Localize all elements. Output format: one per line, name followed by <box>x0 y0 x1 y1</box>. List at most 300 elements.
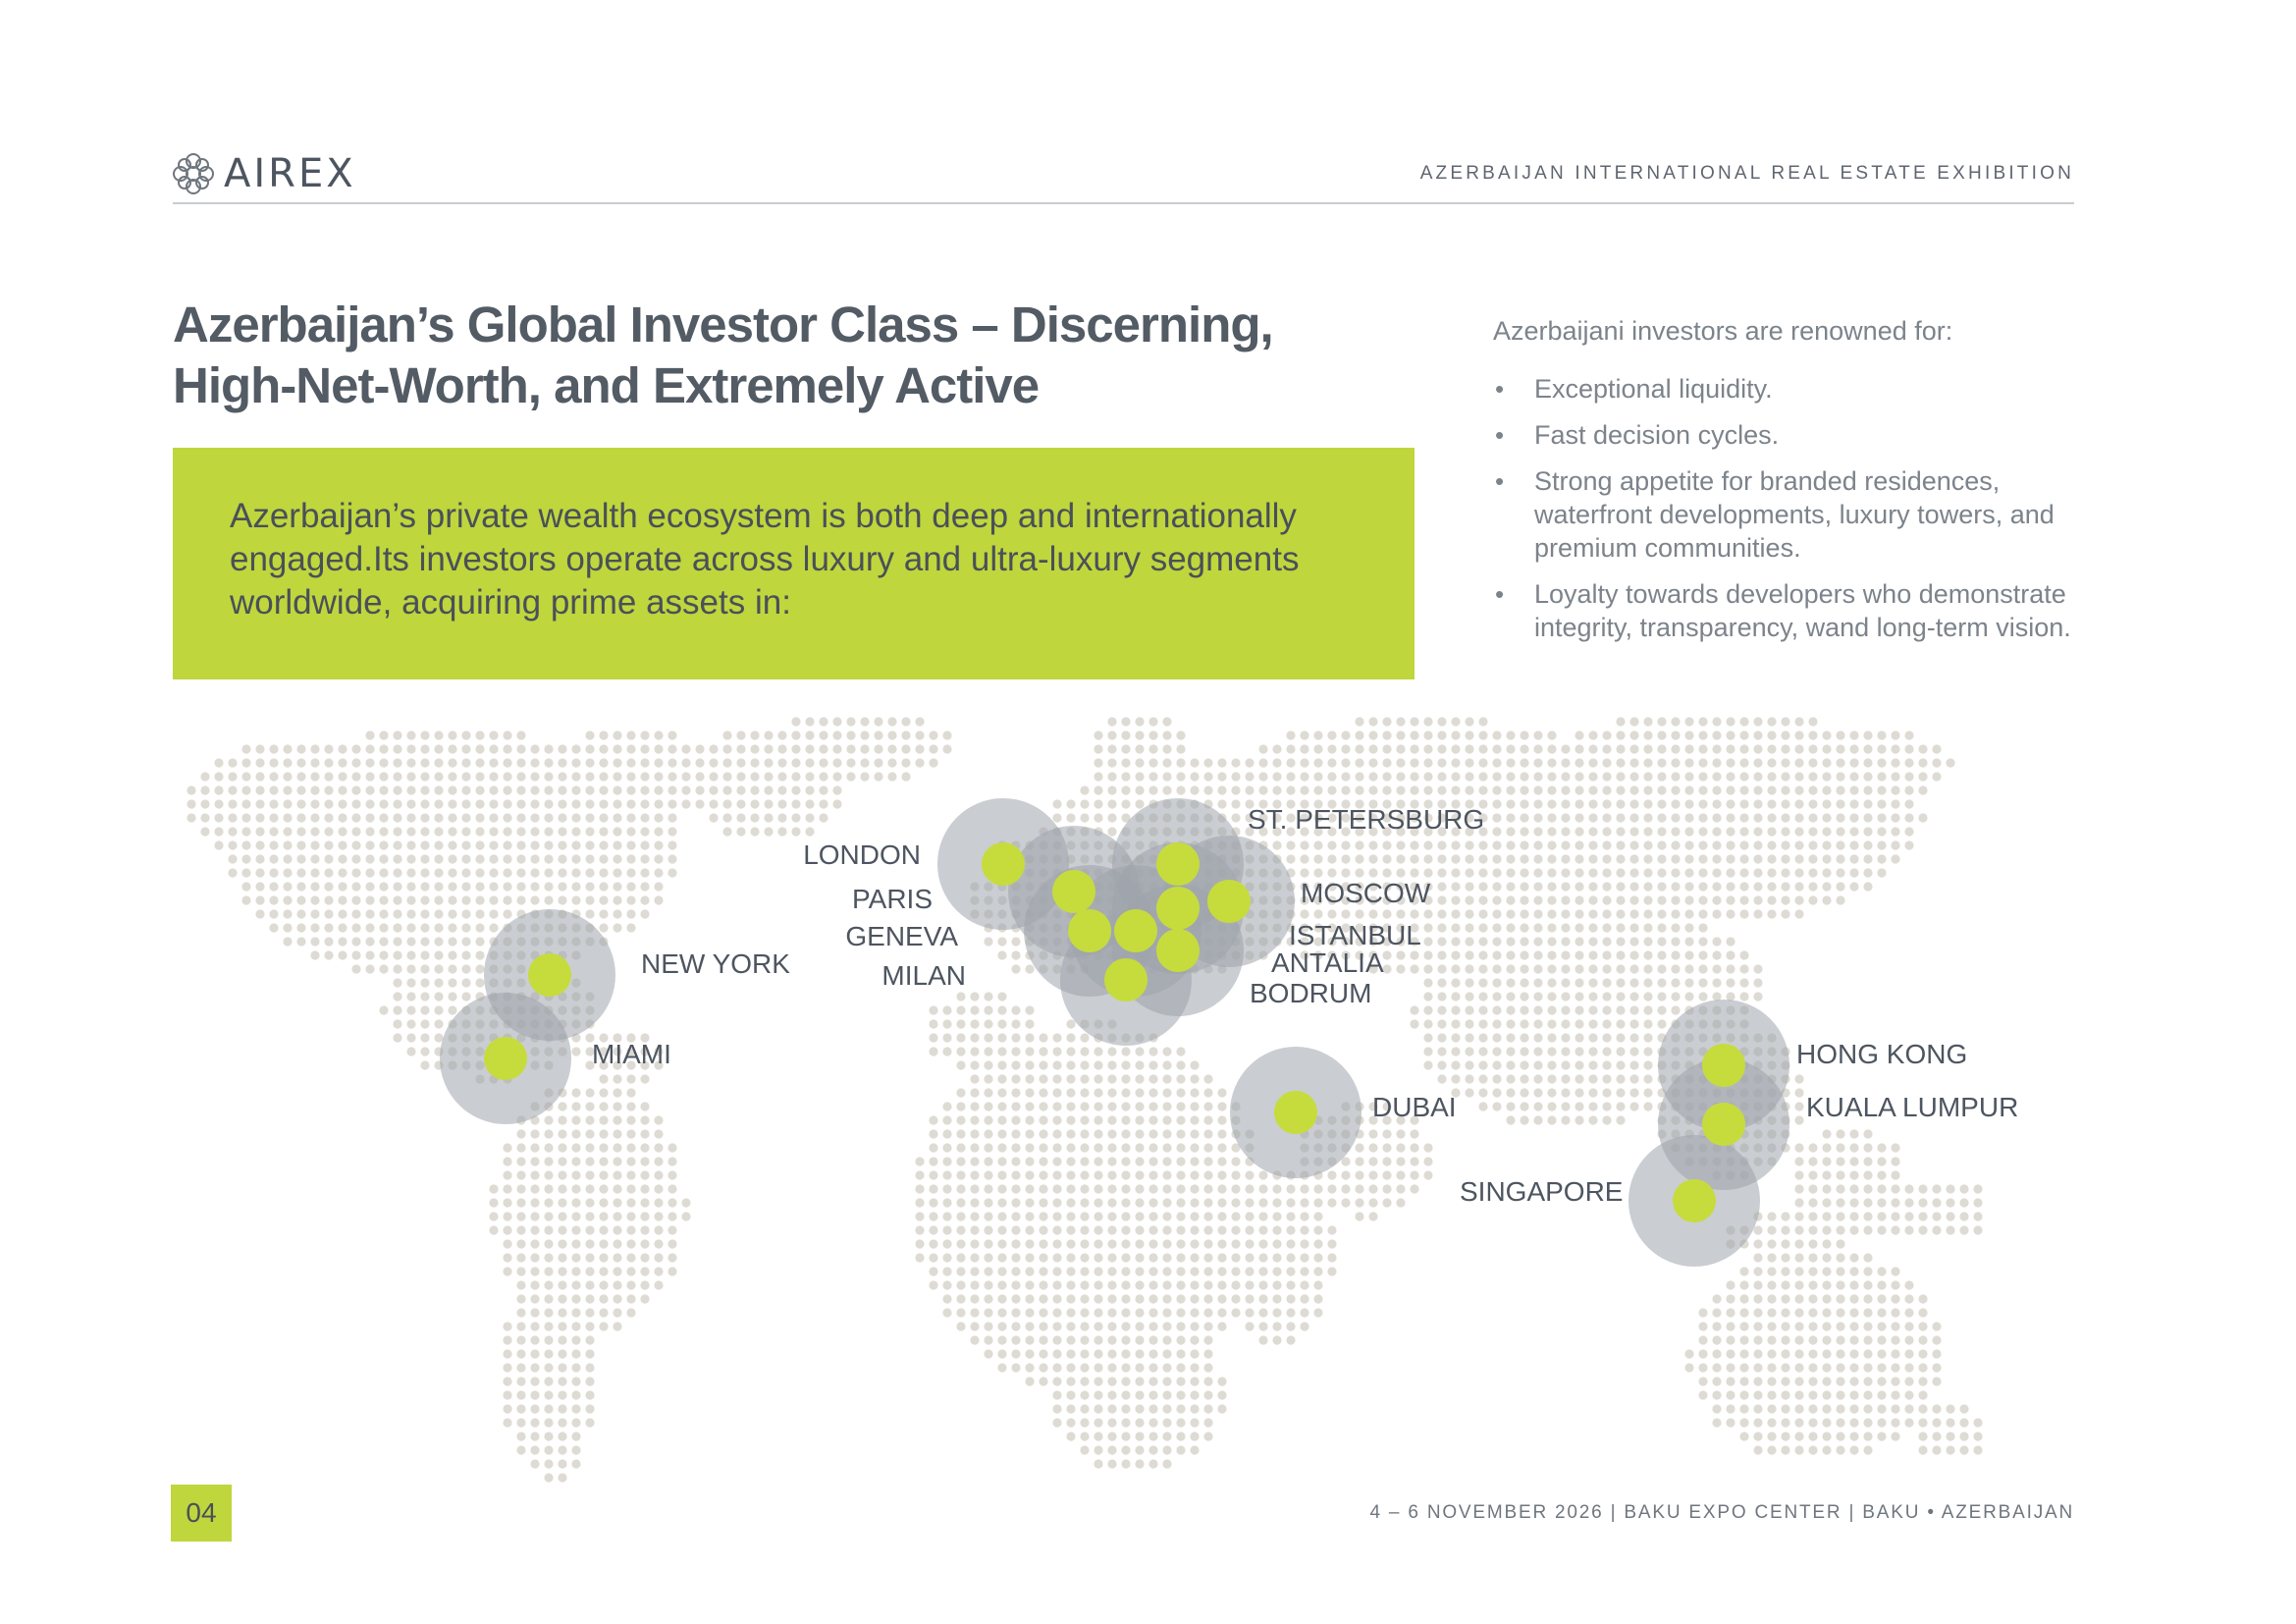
map-dot <box>241 799 250 808</box>
map-dot <box>544 1459 553 1468</box>
map-dot <box>585 854 594 863</box>
map-dot <box>1794 1377 1803 1385</box>
map-dot <box>1094 1445 1102 1454</box>
map-dot <box>984 1198 992 1207</box>
map-dot <box>241 868 250 877</box>
map-dot <box>1258 1253 1267 1262</box>
map-dot <box>1547 1088 1556 1097</box>
map-dot <box>503 758 511 767</box>
map-dot <box>1822 882 1831 891</box>
map-dot <box>1011 1170 1020 1179</box>
map-dot <box>1080 1253 1089 1262</box>
map-dot <box>351 937 360 946</box>
map-dot <box>1217 799 1226 808</box>
map-dot <box>544 895 553 904</box>
map-dot <box>420 1060 429 1069</box>
map-dot <box>530 1349 539 1358</box>
map-dot <box>1080 1322 1089 1330</box>
map-dot <box>448 744 456 753</box>
map-dot <box>1643 1047 1652 1056</box>
map-dot <box>1698 978 1707 987</box>
map-dot <box>1039 1157 1047 1165</box>
map-dot <box>1767 840 1776 849</box>
map-dot <box>1588 964 1597 973</box>
map-dot <box>942 1170 951 1179</box>
map-dot <box>929 1115 937 1124</box>
map-dot <box>613 1143 621 1152</box>
map-dot <box>1162 1322 1171 1330</box>
map-dot <box>1355 1184 1363 1193</box>
map-dot <box>1753 813 1762 822</box>
map-dot <box>599 1253 608 1262</box>
map-dot <box>1478 731 1487 739</box>
map-dot <box>599 758 608 767</box>
map-dot <box>585 1088 594 1097</box>
map-dot <box>997 1060 1006 1069</box>
map-dot <box>1094 1349 1102 1358</box>
map-dot <box>1465 785 1473 794</box>
map-dot <box>1368 868 1377 877</box>
map-dot <box>365 854 374 863</box>
map-dot <box>1781 799 1789 808</box>
map-dot <box>1231 785 1240 794</box>
map-dot <box>1203 1102 1212 1110</box>
map-dot <box>1451 731 1460 739</box>
map-dot <box>516 1253 525 1262</box>
map-dot <box>351 882 360 891</box>
map-dot <box>1863 731 1872 739</box>
map-dot <box>530 813 539 822</box>
map-dot <box>255 813 264 822</box>
map-dot <box>1396 1143 1405 1152</box>
map-dot <box>1849 1390 1858 1399</box>
map-dot <box>1602 785 1611 794</box>
map-dot <box>1794 1349 1803 1358</box>
map-dot <box>1190 1432 1199 1440</box>
map-dot <box>997 1308 1006 1317</box>
map-dot <box>420 950 429 959</box>
map-dot <box>461 964 470 973</box>
map-dot <box>1313 772 1322 781</box>
map-dot <box>558 868 566 877</box>
map-dot <box>1492 992 1501 1001</box>
map-dot <box>1245 1308 1254 1317</box>
map-dot <box>915 717 924 726</box>
map-dot <box>1781 1404 1789 1413</box>
map-dot <box>1781 1432 1789 1440</box>
map-dot <box>1080 785 1089 794</box>
map-dot <box>558 1212 566 1220</box>
map-dot <box>1492 895 1501 904</box>
map-dot <box>1877 840 1886 849</box>
map-dot <box>1684 827 1693 836</box>
map-dot <box>626 868 635 877</box>
map-dot <box>1107 1390 1116 1399</box>
map-dot <box>1753 785 1762 794</box>
map-dot <box>1547 1005 1556 1014</box>
map-dot <box>1698 937 1707 946</box>
map-dot <box>1176 1102 1185 1110</box>
map-dot <box>571 1102 580 1110</box>
map-dot <box>1877 1390 1886 1399</box>
map-dot <box>1176 1253 1185 1262</box>
map-dot <box>1822 1184 1831 1193</box>
map-dot <box>1575 1019 1583 1028</box>
map-dot <box>461 882 470 891</box>
map-dot <box>667 840 676 849</box>
map-dot <box>585 1418 594 1427</box>
map-dot <box>1080 1143 1089 1152</box>
map-dot <box>1094 1432 1102 1440</box>
map-dot <box>585 1280 594 1289</box>
city-label-kuala-lumpur: KUALA LUMPUR <box>1806 1092 2019 1122</box>
map-dot <box>1066 1115 1075 1124</box>
map-dot <box>997 1047 1006 1056</box>
map-dot <box>1794 1212 1803 1220</box>
map-dot <box>489 813 498 822</box>
map-dot <box>1891 772 1899 781</box>
map-dot <box>1891 1308 1899 1317</box>
map-dot <box>1767 1363 1776 1372</box>
map-dot <box>516 1349 525 1358</box>
map-dot <box>1121 1143 1130 1152</box>
map-dot <box>1712 840 1721 849</box>
map-dot <box>1080 1349 1089 1358</box>
map-dot <box>970 1047 979 1056</box>
map-dot <box>1904 785 1913 794</box>
map-dot <box>1671 882 1680 891</box>
map-dot <box>571 1445 580 1454</box>
map-dot <box>1121 1129 1130 1138</box>
map-dot <box>1410 868 1418 877</box>
map-dot <box>1039 1377 1047 1385</box>
map-dot <box>530 1335 539 1344</box>
map-dot <box>1066 1088 1075 1097</box>
map-dot <box>516 1212 525 1220</box>
map-dot <box>984 1047 992 1056</box>
map-dot <box>626 772 635 781</box>
map-dot <box>654 1280 663 1289</box>
map-dot <box>1080 1184 1089 1193</box>
map-dot <box>722 731 731 739</box>
map-dot <box>448 840 456 849</box>
map-dot <box>750 772 759 781</box>
map-dot <box>1465 854 1473 863</box>
map-dot <box>984 992 992 1001</box>
map-dot <box>1382 731 1391 739</box>
map-dot <box>503 868 511 877</box>
map-dot <box>984 1349 992 1358</box>
map-dot <box>1011 1267 1020 1275</box>
map-dot <box>1781 1377 1789 1385</box>
map-dot <box>1863 813 1872 822</box>
map-dot <box>1863 1390 1872 1399</box>
map-dot <box>1148 744 1157 753</box>
map-dot <box>1107 1322 1116 1330</box>
map-dot <box>1094 1170 1102 1179</box>
map-dot <box>1712 799 1721 808</box>
map-dot <box>1918 1184 1927 1193</box>
map-dot <box>393 827 401 836</box>
map-dot <box>1203 1184 1212 1193</box>
map-dot <box>530 1129 539 1138</box>
map-dot <box>1506 1005 1515 1014</box>
map-dot <box>1052 1088 1061 1097</box>
map-dot <box>1616 1102 1625 1110</box>
map-dot <box>667 868 676 877</box>
map-dot <box>1135 1225 1144 1234</box>
map-dot <box>1052 1212 1061 1220</box>
map-dot <box>1561 1060 1570 1069</box>
map-dot <box>956 1060 965 1069</box>
map-dot <box>503 909 511 918</box>
map-dot <box>1877 1212 1886 1220</box>
map-dot <box>269 772 278 781</box>
map-dot <box>1080 1267 1089 1275</box>
map-dot <box>997 1198 1006 1207</box>
map-dot <box>1451 840 1460 849</box>
map-dot <box>1575 1033 1583 1042</box>
map-dot <box>1836 827 1844 836</box>
map-dot <box>1547 1115 1556 1124</box>
map-dot <box>1561 799 1570 808</box>
map-dot <box>1052 1060 1061 1069</box>
map-dot <box>1135 1280 1144 1289</box>
map-dot <box>1327 1253 1336 1262</box>
map-dot <box>1410 1184 1418 1193</box>
map-dot <box>1657 923 1666 932</box>
map-dot <box>1245 1198 1254 1207</box>
map-dot <box>1822 868 1831 877</box>
map-dot <box>1932 1335 1941 1344</box>
map-dot <box>434 731 443 739</box>
map-dot <box>613 854 621 863</box>
map-dot <box>1822 854 1831 863</box>
map-dot <box>1245 1267 1254 1275</box>
map-dot <box>1025 1184 1034 1193</box>
map-dot <box>1891 1170 1899 1179</box>
map-dot <box>1011 1308 1020 1317</box>
bullet-icon: • <box>1495 374 1505 404</box>
map-dot <box>530 1198 539 1207</box>
map-dot <box>970 1060 979 1069</box>
map-dot <box>626 1129 635 1138</box>
map-dot <box>1904 1418 1913 1427</box>
map-dot <box>1794 1115 1803 1124</box>
map-dot <box>1039 1349 1047 1358</box>
map-dot <box>1176 1157 1185 1165</box>
map-dot <box>324 840 333 849</box>
map-dot <box>1836 1294 1844 1303</box>
map-dot <box>942 1294 951 1303</box>
map-dot <box>1465 923 1473 932</box>
map-dot <box>997 1212 1006 1220</box>
map-dot <box>1808 1225 1817 1234</box>
map-dot <box>338 827 347 836</box>
map-dot <box>1891 1212 1899 1220</box>
map-dot <box>1313 909 1322 918</box>
map-dot <box>544 758 553 767</box>
map-dot <box>1437 882 1446 891</box>
map-dot <box>1011 1239 1020 1248</box>
map-dot <box>654 744 663 753</box>
map-dot <box>1478 1102 1487 1110</box>
map-dot <box>1039 1060 1047 1069</box>
map-dot <box>1822 758 1831 767</box>
map-dot <box>1891 1322 1899 1330</box>
map-dot <box>1410 1170 1418 1179</box>
map-dot <box>1437 785 1446 794</box>
map-dot <box>338 799 347 808</box>
map-dot <box>1203 1157 1212 1165</box>
map-dot <box>942 1143 951 1152</box>
map-dot <box>1629 950 1638 959</box>
map-dot <box>228 772 237 781</box>
marker-dubai <box>1274 1091 1317 1134</box>
map-dot <box>1616 717 1625 726</box>
map-dot <box>1698 813 1707 822</box>
map-dot <box>1162 717 1171 726</box>
map-dot <box>1423 744 1432 753</box>
map-dot <box>1739 1280 1748 1289</box>
map-dot <box>1973 1198 1982 1207</box>
map-dot <box>1698 1335 1707 1344</box>
map-dot <box>503 799 511 808</box>
map-dot <box>558 827 566 836</box>
map-dot <box>599 895 608 904</box>
map-dot <box>1382 854 1391 863</box>
bullet-icon: • <box>1495 420 1505 450</box>
map-dot <box>571 1239 580 1248</box>
map-dot <box>1313 854 1322 863</box>
map-dot <box>1176 1267 1185 1275</box>
map-dot <box>1492 964 1501 973</box>
map-dot <box>1547 1047 1556 1056</box>
map-dot <box>296 799 305 808</box>
map-dot <box>1135 731 1144 739</box>
map-dot <box>1190 1308 1199 1317</box>
map-dot <box>1313 868 1322 877</box>
map-dot <box>1739 1294 1748 1303</box>
map-dot <box>1410 1019 1418 1028</box>
map-dot <box>777 731 786 739</box>
map-dot <box>187 799 195 808</box>
map-dot <box>1726 785 1735 794</box>
map-dot <box>1794 1225 1803 1234</box>
map-dot <box>571 758 580 767</box>
map-dot <box>654 1129 663 1138</box>
map-dot <box>255 785 264 794</box>
city-label-london: LONDON <box>803 839 921 870</box>
map-dot <box>1176 1170 1185 1179</box>
map-dot <box>1575 799 1583 808</box>
map-dot <box>1300 1267 1308 1275</box>
map-dot <box>1629 1088 1638 1097</box>
map-dot <box>1533 1060 1542 1069</box>
map-dot <box>1355 840 1363 849</box>
map-dot <box>1258 1335 1267 1344</box>
map-dot <box>1520 923 1528 932</box>
map-dot <box>1107 1115 1116 1124</box>
map-dot <box>1520 799 1528 808</box>
map-dot <box>1437 1060 1446 1069</box>
map-dot <box>530 1404 539 1413</box>
map-dot <box>1011 1253 1020 1262</box>
map-dot <box>530 1418 539 1427</box>
map-dot <box>1918 772 1927 781</box>
map-dot <box>1616 937 1625 946</box>
map-dot <box>1575 840 1583 849</box>
map-dot <box>1190 1198 1199 1207</box>
map-dot <box>241 744 250 753</box>
map-dot <box>1726 978 1735 987</box>
map-dot <box>1932 1363 1941 1372</box>
map-dot <box>1094 813 1102 822</box>
map-dot <box>613 1102 621 1110</box>
map-dot <box>1629 731 1638 739</box>
map-dot <box>1066 1322 1075 1330</box>
map-dot <box>1575 813 1583 822</box>
map-dot <box>503 1225 511 1234</box>
map-dot <box>406 909 415 918</box>
map-dot <box>1684 868 1693 877</box>
map-dot <box>571 1404 580 1413</box>
map-dot <box>461 785 470 794</box>
map-dot <box>1190 1129 1199 1138</box>
map-dot <box>1025 1115 1034 1124</box>
map-dot <box>1176 1432 1185 1440</box>
map-dot <box>1891 1349 1899 1358</box>
map-dot <box>1781 758 1789 767</box>
map-dot <box>1410 964 1418 973</box>
map-dot <box>1808 772 1817 781</box>
map-dot <box>1726 937 1735 946</box>
map-dot <box>420 799 429 808</box>
map-dot <box>956 992 965 1001</box>
map-dot <box>516 1335 525 1344</box>
map-dot <box>1066 799 1075 808</box>
map-dot <box>1039 1143 1047 1152</box>
map-dot <box>1121 1432 1130 1440</box>
map-dot <box>406 744 415 753</box>
map-dot <box>1492 978 1501 987</box>
map-dot <box>1135 1239 1144 1248</box>
map-dot <box>1726 1308 1735 1317</box>
map-dot <box>1588 992 1597 1001</box>
map-dot <box>1849 1377 1858 1385</box>
map-dot <box>1107 744 1116 753</box>
map-dot <box>1148 1377 1157 1385</box>
map-dot <box>1162 1459 1171 1468</box>
map-dot <box>1368 1143 1377 1152</box>
map-dot <box>1561 868 1570 877</box>
map-dot <box>1616 1033 1625 1042</box>
map-dot <box>1382 1143 1391 1152</box>
map-dot <box>1066 1418 1075 1427</box>
map-dot <box>503 1363 511 1372</box>
map-dot <box>777 813 786 822</box>
map-dot <box>1781 717 1789 726</box>
map-dot <box>1739 1432 1748 1440</box>
map-dot <box>1629 813 1638 822</box>
map-dot <box>1877 868 1886 877</box>
map-dot <box>1794 1102 1803 1110</box>
map-dot <box>1808 1170 1817 1179</box>
map-dot <box>1286 1308 1295 1317</box>
map-dot <box>640 785 649 794</box>
map-dot <box>1203 1129 1212 1138</box>
map-dot <box>764 731 773 739</box>
